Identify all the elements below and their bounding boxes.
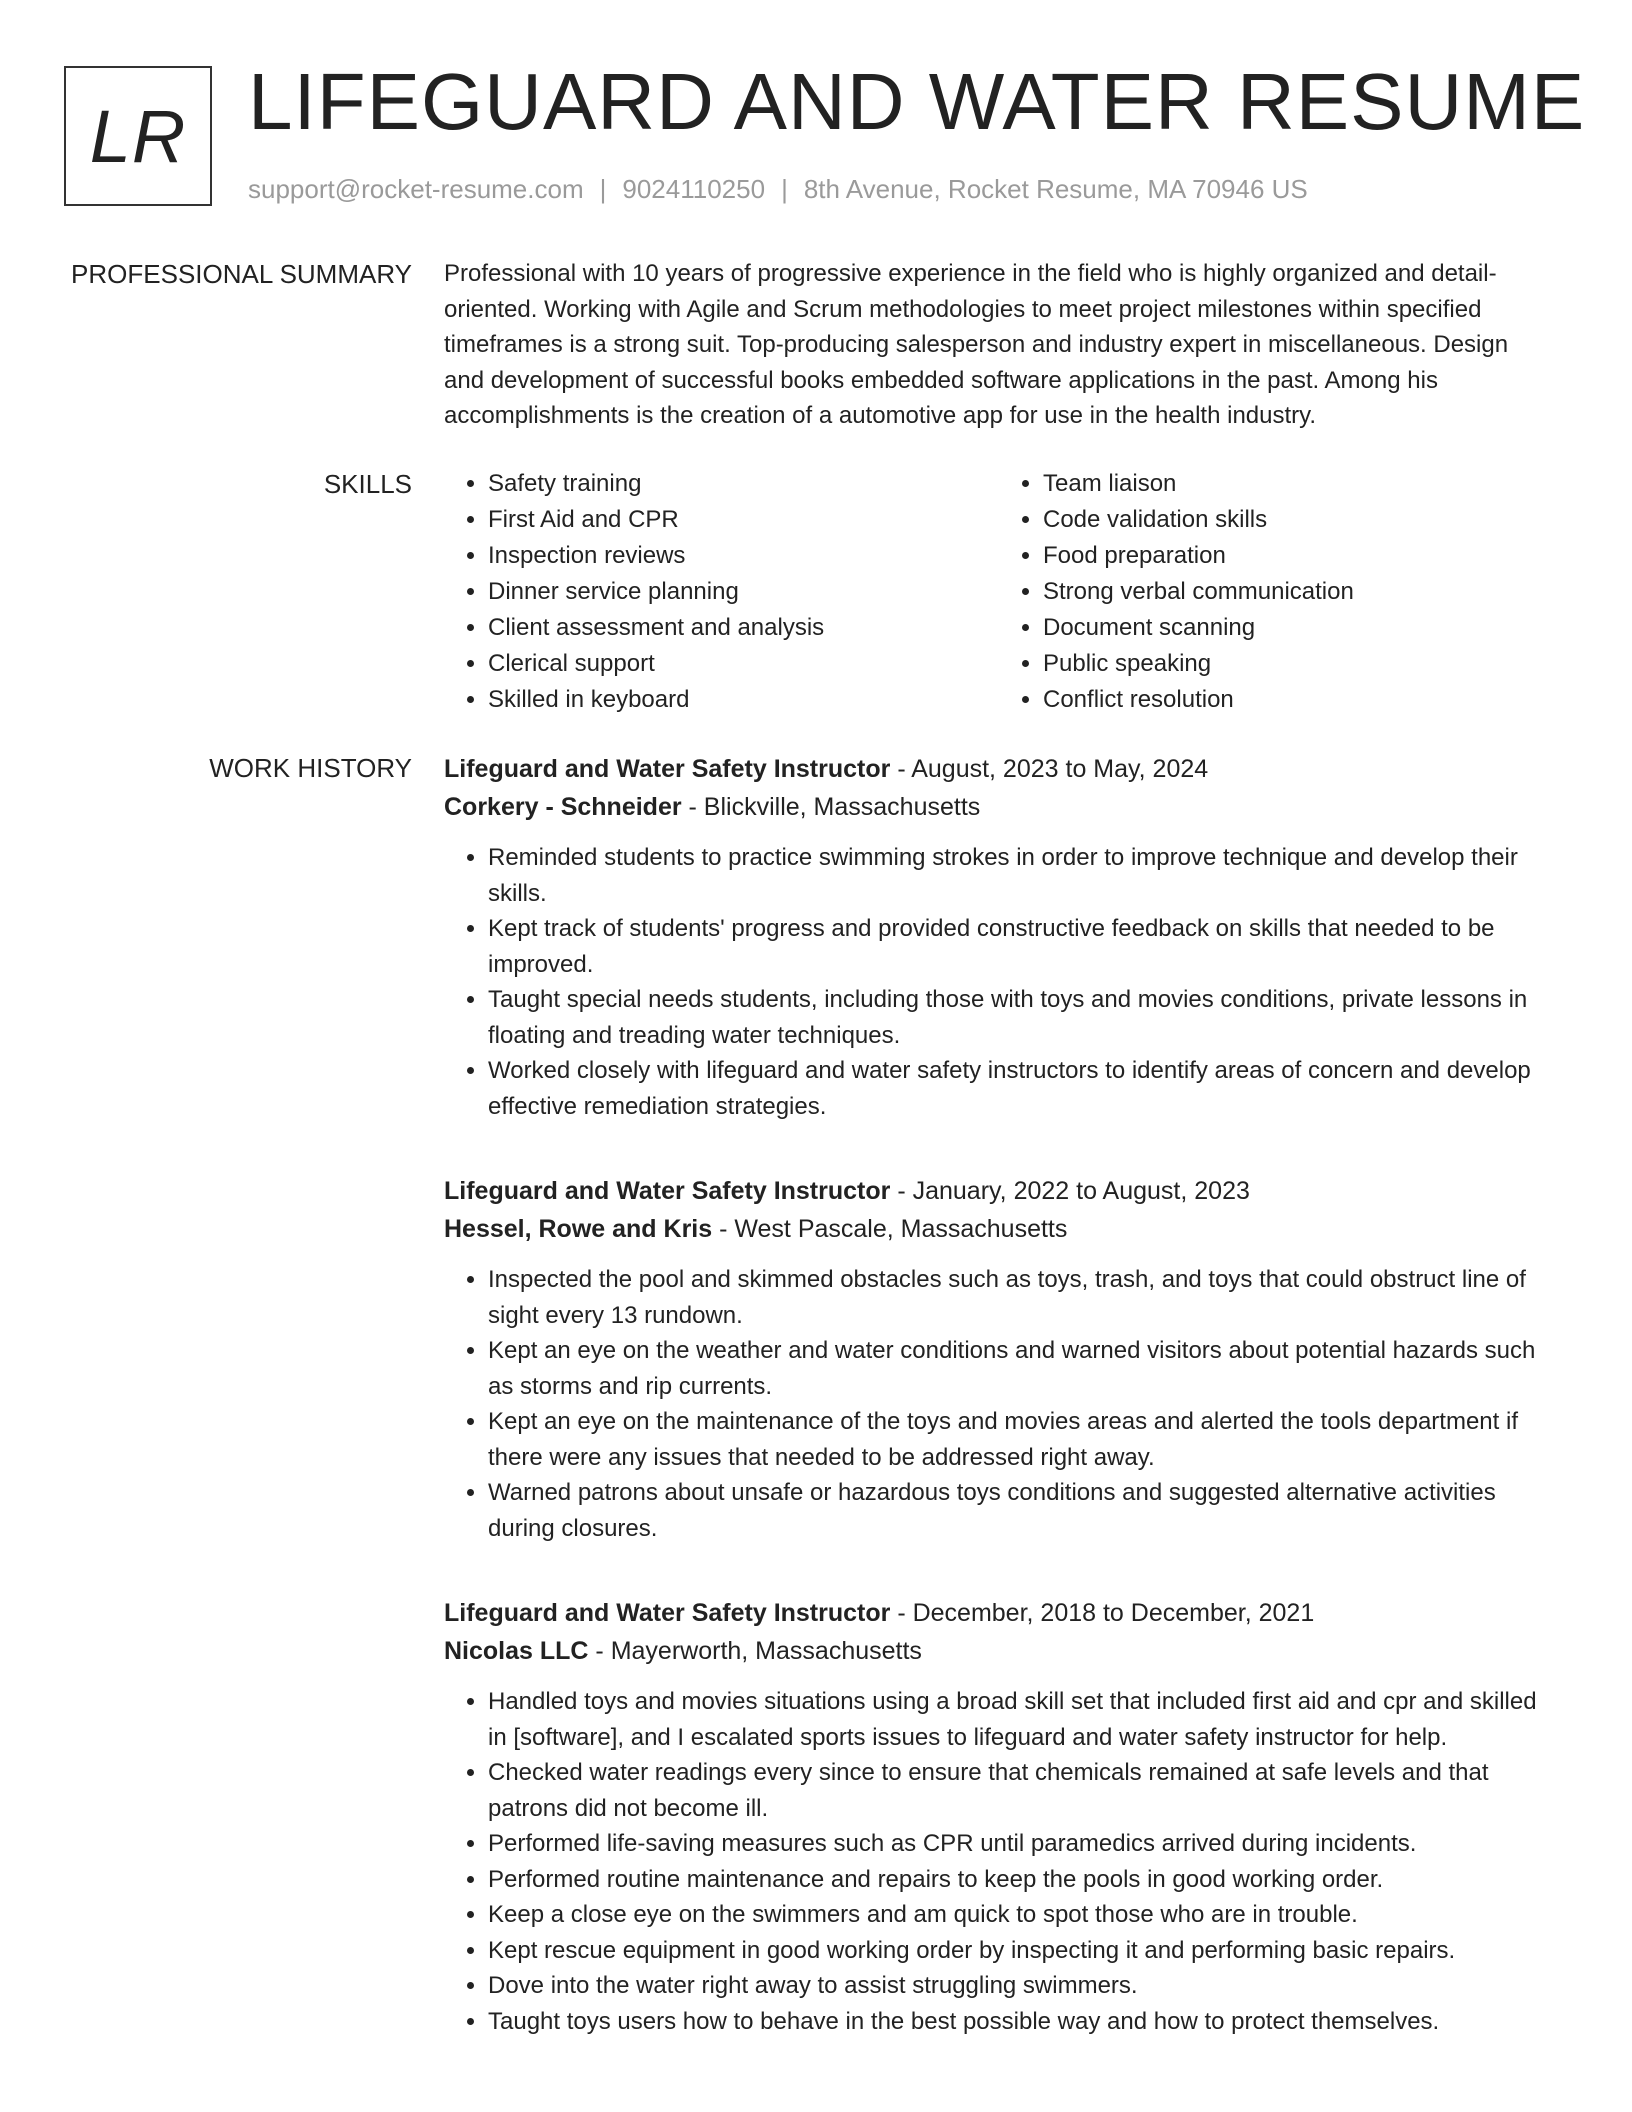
job-bullet: • Warned patrons about unsafe or hazardous toys conditions and suggested alternative activities during closures.	[488, 1475, 1554, 1546]
job-bullet: • Taught special needs students, including those with toys and movies conditions, private lessons in floating and treading water techniques.	[488, 982, 1554, 1053]
job-bullet-list	[444, 1684, 1554, 2039]
work-label: WORK HISTORY	[209, 753, 412, 783]
contact-separator: |	[781, 174, 788, 204]
skill-item: • Skilled in keyboard	[488, 682, 999, 718]
skill-item: • Conflict resolution	[1043, 682, 1554, 718]
skill-item: • Public speaking	[1043, 646, 1554, 682]
job-bullet: • Kept rescue equipment in good working order by inspecting it and performing basic repairs.	[488, 1933, 1554, 1969]
skill-item: • Dinner service planning	[488, 574, 999, 610]
skill-item: • Clerical support	[488, 646, 999, 682]
job-dates: - December, 2018 to December, 2021	[890, 1599, 1315, 1627]
job-location: - Blickville, Massachusetts	[681, 793, 981, 821]
job-title: Lifeguard and Water Safety Instructor	[444, 1599, 891, 1627]
job-bullet-list	[444, 840, 1554, 1124]
job-company-line	[444, 1210, 1554, 1248]
contact-address: 8th Avenue, Rocket Resume, MA 70946 US	[803, 174, 1308, 204]
skills-column-right	[999, 466, 1554, 718]
skill-item: • Strong verbal communication	[1043, 574, 1554, 610]
monogram-logo: LR	[64, 66, 212, 206]
job-title: Lifeguard and Water Safety Instructor	[444, 1177, 891, 1205]
job-entry	[444, 1594, 1554, 2039]
job-company: Nicolas LLC	[444, 1637, 589, 1665]
job-location: - Mayerworth, Massachusetts	[588, 1637, 922, 1665]
skills-column-left	[444, 466, 999, 718]
job-bullet: • Worked closely with lifeguard and water safety instructors to identify areas of concern and develop effective remediation strategies.	[488, 1053, 1554, 1124]
skill-item: • Client assessment and analysis	[488, 610, 999, 646]
skills-body	[444, 466, 1554, 718]
job-bullet: • Taught toys users how to behave in the best possible way and how to protect themselves.	[488, 2004, 1554, 2040]
summary-text: Professional with 10 years of progressive experience in the field who is highly organized and detail-oriented. Working with Agile and Scrum methodologies to meet project milestones within specified timeframes is a strong suit. Top-producing salesperson and industry expert in miscellaneous. Design and development of successful books embedded software applications in the past. Among his accomplishments is the creation of a automotive app for use in the health industry.	[444, 260, 1509, 429]
resume-title: LIFEGUARD AND WATER RESUME	[248, 57, 1586, 146]
job-title-line	[444, 750, 1554, 788]
job-bullet: • Kept an eye on the weather and water conditions and warned visitors about potential hazards such as storms and rip currents.	[488, 1333, 1554, 1404]
job-company-line	[444, 788, 1554, 826]
contact-phone: 9024110250	[622, 174, 766, 204]
skill-item: • Document scanning	[1043, 610, 1554, 646]
job-bullet: • Performed life-saving measures such as CPR until paramedics arrived during incidents.	[488, 1826, 1554, 1862]
skill-item: • Food preparation	[1043, 538, 1554, 574]
skills-grid	[444, 466, 1554, 718]
job-bullet: • Checked water readings every since to ensure that chemicals remained at safe levels and that patrons did not become ill.	[488, 1755, 1554, 1826]
job-title: Lifeguard and Water Safety Instructor	[444, 755, 891, 783]
skill-item: • First Aid and CPR	[488, 502, 999, 538]
summary-label: PROFESSIONAL SUMMARY	[71, 259, 412, 289]
skill-item: • Safety training	[488, 466, 999, 502]
contact-line	[248, 172, 1308, 206]
job-dates: - January, 2022 to August, 2023	[890, 1177, 1250, 1205]
job-bullet: • Kept an eye on the maintenance of the toys and movies areas and alerted the tools department if there were any issues that needed to be addressed right away.	[488, 1404, 1554, 1475]
skills-label: SKILLS	[323, 469, 412, 499]
job-bullet: • Dove into the water right away to assist struggling swimmers.	[488, 1968, 1554, 2004]
summary-body	[444, 256, 1554, 434]
job-title-line	[444, 1594, 1554, 1632]
contact-separator: |	[599, 174, 607, 204]
skill-item: • Code validation skills	[1043, 502, 1554, 538]
job-location: - West Pascale, Massachusetts	[712, 1215, 1068, 1243]
job-bullet: • Handled toys and movies situations using a broad skill set that included first aid and cpr and skilled in [software], and I escalated sports issues to lifeguard and water safety instructor for help.	[488, 1684, 1554, 1755]
job-bullet: • Kept track of students' progress and provided constructive feedback on skills that needed to be improved.	[488, 911, 1554, 982]
job-bullet: • Performed routine maintenance and repairs to keep the pools in good working order.	[488, 1862, 1554, 1898]
job-title-line	[444, 1172, 1554, 1210]
job-company: Corkery - Schneider	[444, 793, 682, 821]
job-entry	[444, 1172, 1554, 1546]
job-bullet: • Reminded students to practice swimming strokes in order to improve technique and develop their skills.	[488, 840, 1554, 911]
job-company: Hessel, Rowe and Kris	[444, 1215, 713, 1243]
contact-email: support@rocket-resume.com	[248, 174, 584, 204]
job-dates: - August, 2023 to May, 2024	[890, 755, 1209, 783]
skill-item: • Inspection reviews	[488, 538, 999, 574]
job-bullet: • Inspected the pool and skimmed obstacles such as toys, trash, and toys that could obstruct line of sight every 13 rundown.	[488, 1262, 1554, 1333]
work-body	[444, 750, 1554, 2087]
job-company-line	[444, 1632, 1554, 1670]
job-bullet-list	[444, 1262, 1554, 1546]
skill-item: • Team liaison	[1043, 466, 1554, 502]
job-entry	[444, 750, 1554, 1124]
job-bullet: • Keep a close eye on the swimmers and am quick to spot those who are in trouble.	[488, 1897, 1554, 1933]
